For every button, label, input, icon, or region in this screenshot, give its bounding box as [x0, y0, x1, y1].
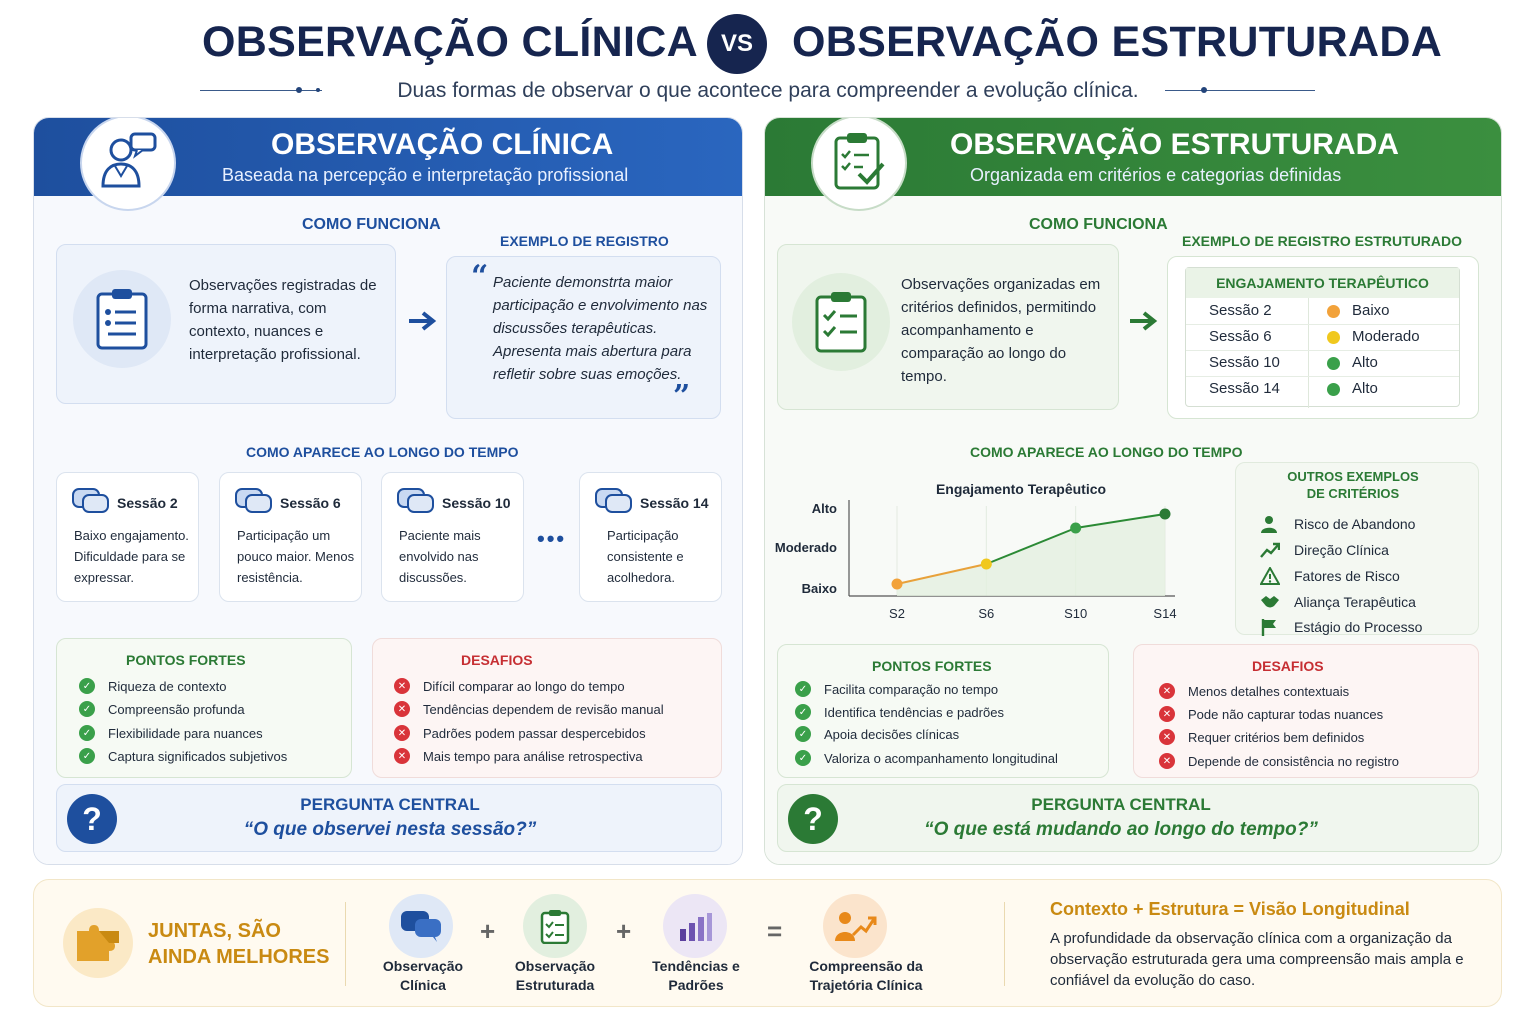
chart-point: [1160, 509, 1171, 520]
engagement-table: [1185, 267, 1460, 407]
trend-icon: [1260, 541, 1280, 559]
table-divider: [1186, 324, 1459, 325]
table-divider: [1186, 350, 1459, 351]
question-icon: ?: [788, 794, 838, 844]
bottom-item-label: Observação Clínica: [382, 958, 464, 993]
session-card: [219, 472, 362, 602]
plus-sign: +: [480, 916, 496, 946]
challenge-item: ✕ Depende de consistência no registro: [1159, 753, 1399, 769]
table-row-session: Sessão 2: [1209, 302, 1272, 319]
puzzle-icon: [63, 908, 133, 978]
strengths-title: PONTOS FORTES: [872, 658, 992, 674]
question-icon: ?: [67, 794, 117, 844]
table-row-session: Sessão 14: [1209, 380, 1280, 397]
summary-title: Contexto + Estrutura = Visão Longitudinal: [1050, 899, 1410, 919]
strength-item: ✓ Riqueza de contexto: [79, 678, 227, 694]
clinician-chat-icon: [97, 130, 159, 197]
x-icon: ✕: [394, 748, 410, 764]
session-card: [381, 472, 524, 602]
divider: [1004, 902, 1005, 986]
example-card: [446, 256, 721, 419]
table-divider: [1308, 298, 1309, 408]
question-card: [777, 784, 1479, 852]
plus-sign: +: [616, 916, 632, 946]
question-text: “O que observei nesta sessão?”: [243, 819, 537, 840]
structured-title: OBSERVAÇÃO ESTRUTURADA: [950, 128, 1399, 161]
criteria-item: Risco de Abandono: [1260, 515, 1415, 533]
chart-point: [1070, 523, 1081, 534]
challenges-title: DESAFIOS: [461, 652, 533, 668]
table-row-session: Sessão 10: [1209, 354, 1280, 371]
question-card: [56, 784, 722, 852]
chart-area: [897, 514, 1165, 596]
challenges-card: [1133, 644, 1479, 778]
strength-item: ✓ Valoriza o acompanhamento longitudinal: [795, 750, 1058, 766]
how-card: [56, 244, 396, 404]
check-icon: ✓: [79, 701, 95, 717]
strengths-title: PONTOS FORTES: [126, 652, 246, 668]
how-title: COMO FUNCIONA: [1029, 216, 1168, 233]
checklist-icon: [792, 273, 890, 371]
question-title: PERGUNTA CENTRAL: [1031, 795, 1211, 814]
table-card: [1167, 256, 1479, 419]
chat-bubble-icon: [72, 488, 110, 521]
level-dot: [1327, 331, 1340, 344]
criteria-item: Aliança Terapêutica: [1260, 593, 1416, 611]
x-icon: ✕: [394, 725, 410, 741]
x-icon: ✕: [1159, 683, 1175, 699]
criteria-item: Direção Clínica: [1260, 541, 1389, 559]
arrow-right-icon: [407, 310, 439, 337]
chart-point: [981, 559, 992, 570]
warning-icon: [1260, 567, 1280, 585]
strength-item: ✓ Captura significados subjetivos: [79, 748, 287, 764]
handshake-icon: [1260, 593, 1280, 611]
criteria-card: [1235, 462, 1479, 635]
how-text: Observações organizadas em critérios definidos, permitindo acompanhamento e comparação ao longo do tempo.: [901, 276, 1101, 385]
session-card: [579, 472, 722, 602]
example-text: Paciente demonstrta maior participação e envolvimento nas discussões terapêuticas. Apresenta mais abertura para refletir sobre suas emoções.: [493, 274, 708, 383]
summary-text: A profundidade da observação clínica com a organização da observação estruturada gera uma compreensão mais ampla e confiável da evolução do caso.: [1050, 930, 1464, 989]
check-icon: ✓: [795, 704, 811, 720]
table-row-level: Alto: [1352, 354, 1378, 371]
x-icon: ✕: [1159, 753, 1175, 769]
session-text: Participação um pouco maior. Menos resistência.: [237, 528, 355, 585]
ellipsis-icon: •••: [537, 526, 567, 551]
challenge-item: ✕ Padrões podem passar despercebidos: [394, 725, 646, 741]
chart-x-tick-label: S2: [889, 606, 905, 621]
page-subtitle: Duas formas de observar o que acontece para compreender a evolução clínica.: [397, 79, 1139, 102]
challenge-item: ✕ Tendências dependem de revisão manual: [394, 701, 664, 717]
session-text: Baixo engajamento. Dificuldade para se expressar.: [74, 528, 189, 585]
chart-x-tick-label: S14: [1153, 606, 1177, 621]
person-icon: [1260, 515, 1280, 533]
chart-y-tick-label: Baixo: [801, 581, 837, 596]
challenge-item: ✕ Mais tempo para análise retrospectiva: [394, 748, 643, 764]
session-card: [56, 472, 199, 602]
table-row-level: Alto: [1352, 380, 1378, 397]
check-icon: ✓: [795, 750, 811, 766]
table-divider: [1186, 376, 1459, 377]
session-text: Participação consistente e acolhedora.: [607, 528, 684, 585]
chat-bubbles-icon: [389, 894, 453, 958]
strength-item: ✓ Compreensão profunda: [79, 701, 245, 717]
check-icon: ✓: [79, 748, 95, 764]
criteria-title: DE CRITÉRIOS: [1306, 486, 1400, 501]
growth-person-icon: [823, 894, 887, 958]
chart-x-tick-label: S6: [978, 606, 995, 621]
strengths-card: [56, 638, 352, 778]
clinical-body: [34, 196, 742, 865]
open-quote-icon: “: [471, 259, 489, 294]
divider-dot: [1201, 87, 1207, 93]
engagement-chart: [765, 466, 1225, 636]
how-card: [777, 244, 1119, 410]
check-icon: ✓: [79, 678, 95, 694]
bar-chart-icon: [663, 894, 727, 958]
how-text: Observações registradas de forma narrativa, com contexto, nuances e interpretação profissional.: [189, 277, 377, 363]
strength-item: ✓ Facilita comparação no tempo: [795, 681, 998, 697]
challenges-title: DESAFIOS: [1252, 658, 1324, 674]
check-icon: ✓: [79, 725, 95, 741]
chart-y-tick-label: Alto: [811, 501, 837, 516]
table-row-session: Sessão 6: [1209, 328, 1272, 345]
chat-bubble-icon: [235, 488, 273, 521]
level-dot: [1327, 305, 1340, 318]
timeline-title: COMO APARECE AO LONGO DO TEMPO: [970, 444, 1243, 460]
chart-y-tick-label: Moderado: [774, 540, 837, 555]
chart-point: [892, 579, 903, 590]
chart-x-tick-label: S10: [1064, 606, 1088, 621]
challenge-item: ✕ Requer critérios bem definidos: [1159, 729, 1364, 745]
clinical-subtitle: Baseada na percepção e interpretação profissional: [222, 165, 629, 185]
clinician-badge: [80, 117, 176, 211]
clinical-panel: [33, 117, 743, 865]
structured-body: [765, 196, 1501, 865]
example-title: EXEMPLO DE REGISTRO ESTRUTURADO: [1182, 233, 1463, 249]
session-label: Sessão 2: [117, 495, 178, 511]
session-label: Sessão 14: [640, 495, 709, 511]
main-title-left: OBSERVAÇÃO CLÍNICA: [202, 18, 698, 66]
table-header: ENGAJAMENTO TERAPÊUTICO: [1186, 268, 1459, 298]
example-title: EXEMPLO DE REGISTRO: [500, 233, 669, 249]
challenges-card: [372, 638, 722, 778]
level-dot: [1327, 357, 1340, 370]
bottom-item-label: Observação Estruturada: [514, 958, 596, 993]
bottom-item-label: Compreensão da Trajetória Clínica: [809, 958, 923, 993]
criteria-title: OUTROS EXEMPLOS: [1287, 469, 1419, 484]
timeline-title: COMO APARECE AO LONGO DO TEMPO: [246, 444, 519, 460]
challenge-item: ✕ Pode não capturar todas nuances: [1159, 706, 1383, 722]
strengths-card: [777, 644, 1109, 778]
divider: [345, 902, 346, 986]
table-row-level: Baixo: [1352, 302, 1390, 319]
session-label: Sessão 10: [442, 495, 511, 511]
bottom-title: JUNTAS, SÃO AINDA MELHORES: [148, 920, 330, 968]
x-icon: ✕: [394, 701, 410, 717]
equals-sign: =: [767, 916, 783, 946]
chat-bubble-icon: [595, 488, 633, 521]
main-title-right: OBSERVAÇÃO ESTRUTURADA: [792, 18, 1443, 66]
clinical-title: OBSERVAÇÃO CLÍNICA: [271, 128, 614, 161]
strength-item: ✓ Identifica tendências e padrões: [795, 704, 1004, 720]
bottom-item-label: Tendências e Padrões: [652, 958, 740, 993]
close-quote-icon: ”: [673, 379, 691, 414]
divider: [1165, 90, 1315, 91]
strength-item: ✓ Flexibilidade para nuances: [79, 725, 263, 741]
check-icon: ✓: [795, 726, 811, 742]
challenge-item: ✕ Menos detalhes contextuais: [1159, 683, 1349, 699]
structured-panel: [764, 117, 1502, 865]
clipboard-icon: [73, 270, 171, 368]
criteria-item: Fatores de Risco: [1260, 567, 1400, 585]
question-title: PERGUNTA CENTRAL: [300, 795, 480, 814]
flag-icon: [1260, 618, 1280, 636]
session-text: Paciente mais envolvido nas discussões.: [399, 528, 481, 585]
question-text: “O que está mudando ao longo do tempo?”: [924, 819, 1318, 840]
vs-badge: VS: [707, 14, 767, 74]
chart-title: Engajamento Terapêutico: [935, 481, 1107, 497]
strength-item: ✓ Apoia decisões clínicas: [795, 726, 959, 742]
x-icon: ✕: [1159, 729, 1175, 745]
criteria-item: Estágio do Processo: [1260, 618, 1422, 636]
check-icon: ✓: [795, 681, 811, 697]
summary-banner: [33, 879, 1502, 1007]
x-icon: ✕: [1159, 706, 1175, 722]
table-row-level: Moderado: [1352, 328, 1420, 345]
how-title: COMO FUNCIONA: [302, 216, 441, 233]
chat-bubble-icon: [397, 488, 435, 521]
checklist-icon: [523, 894, 587, 958]
level-dot: [1327, 383, 1340, 396]
checklist-badge: [811, 117, 907, 211]
challenge-item: ✕ Difícil comparar ao longo do tempo: [394, 678, 625, 694]
session-label: Sessão 6: [280, 495, 341, 511]
clipboard-check-icon: [831, 130, 887, 197]
structured-subtitle: Organizada em critérios e categorias definidas: [970, 165, 1342, 185]
x-icon: ✕: [394, 678, 410, 694]
arrow-right-icon: [1128, 310, 1160, 337]
